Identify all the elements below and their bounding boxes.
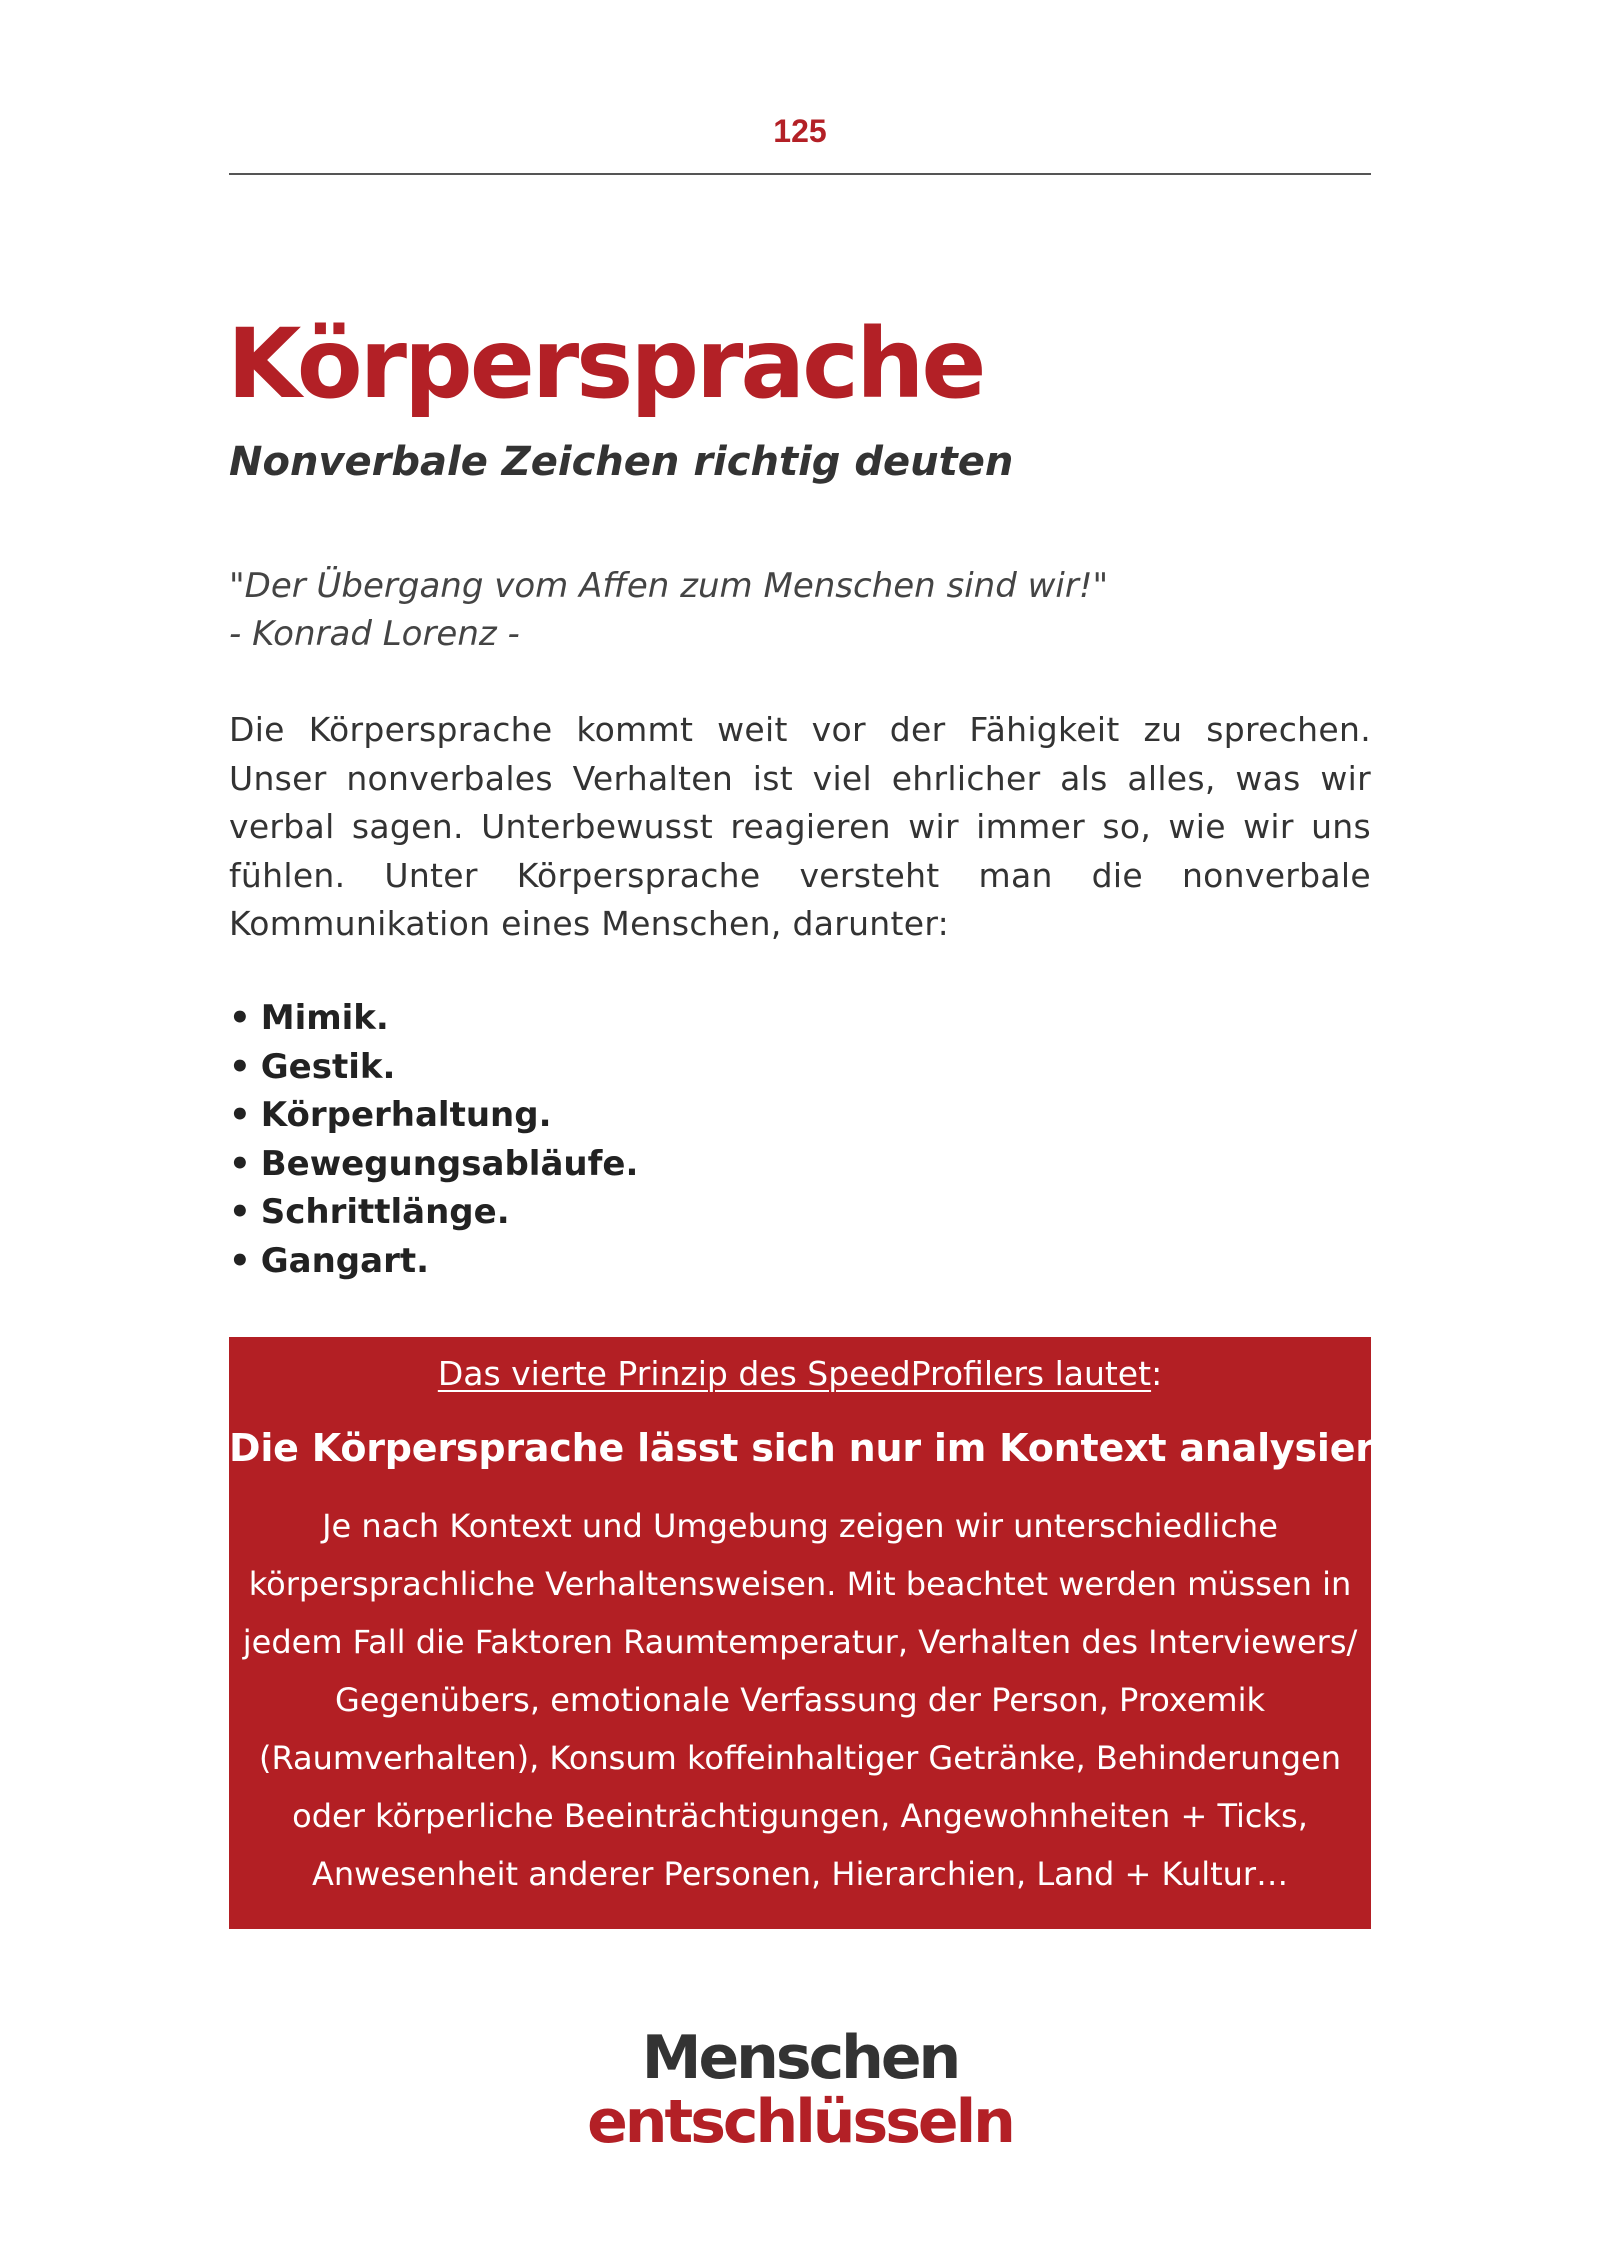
list-item: • Mimik. bbox=[229, 994, 638, 1043]
quote-author: - Konrad Lorenz - bbox=[229, 614, 520, 654]
list-item: • Schrittlänge. bbox=[229, 1188, 638, 1237]
principle-lead-text: Das vierte Prinzip des SpeedProfilers lautet bbox=[437, 1354, 1152, 1393]
quote-text: "Der Übergang vom Affen zum Menschen sind wir!" bbox=[229, 566, 1109, 606]
principle-line: Je nach Kontext und Umgebung zeigen wir unterschiedliche bbox=[322, 1507, 1278, 1545]
list-item: • Gestik. bbox=[229, 1043, 638, 1092]
list-item: • Bewegungsabläufe. bbox=[229, 1140, 638, 1189]
quote-block bbox=[229, 562, 1108, 658]
brand-line-2: entschlüsseln bbox=[587, 2087, 1013, 2157]
principle-text bbox=[237, 1497, 1363, 1903]
principle-line: (Raumverhalten), Konsum koffeinhaltiger Getränke, Behinderungen bbox=[259, 1739, 1341, 1777]
list-item: • Körperhaltung. bbox=[229, 1091, 638, 1140]
principle-lead bbox=[229, 1352, 1371, 1396]
principle-line: körpersprachliche Verhaltensweisen. Mit beachtet werden müssen in bbox=[248, 1565, 1352, 1603]
list-item: • Gangart. bbox=[229, 1237, 638, 1286]
page-number: 125 bbox=[773, 113, 827, 149]
page-subtitle: Nonverbale Zeichen richtig deuten bbox=[229, 439, 1014, 485]
principle-line: Anwesenheit anderer Personen, Hierarchien, Land + Kultur… bbox=[311, 1855, 1289, 1893]
principle-line: oder körperliche Beeinträchtigungen, Angewohnheiten + Ticks, bbox=[292, 1797, 1308, 1835]
principle-line: jedem Fall die Faktoren Raumtemperatur, Verhalten des Interviewers/ bbox=[242, 1623, 1358, 1661]
principle-lead-colon: : bbox=[1151, 1354, 1163, 1393]
intro-paragraph: Die Körpersprache kommt weit vor der Fähigkeit zu sprechen. Unser nonverbales Verhalten ist viel ehrlicher als alles, was wir verbal sagen. Unterbewusst reagieren wir immer so, wie wir uns fühlen. Unter Körpersprache versteht man die nonverbale Kommunikation eines Menschen, darunter: bbox=[229, 710, 1371, 943]
principle-box bbox=[229, 1337, 1444, 1929]
page-title: Körpersprache bbox=[227, 308, 984, 420]
header-divider bbox=[229, 173, 1371, 175]
brand-line-1: Menschen bbox=[641, 2023, 959, 2093]
brand-logo bbox=[0, 2023, 1600, 2157]
principle-headline: Die Körpersprache lässt sich nur im Kontext analysieren! bbox=[229, 1426, 1444, 1470]
bullet-list bbox=[229, 994, 638, 1285]
principle-line: Gegenübers, emotionale Verfassung der Person, Proxemik bbox=[334, 1681, 1266, 1719]
